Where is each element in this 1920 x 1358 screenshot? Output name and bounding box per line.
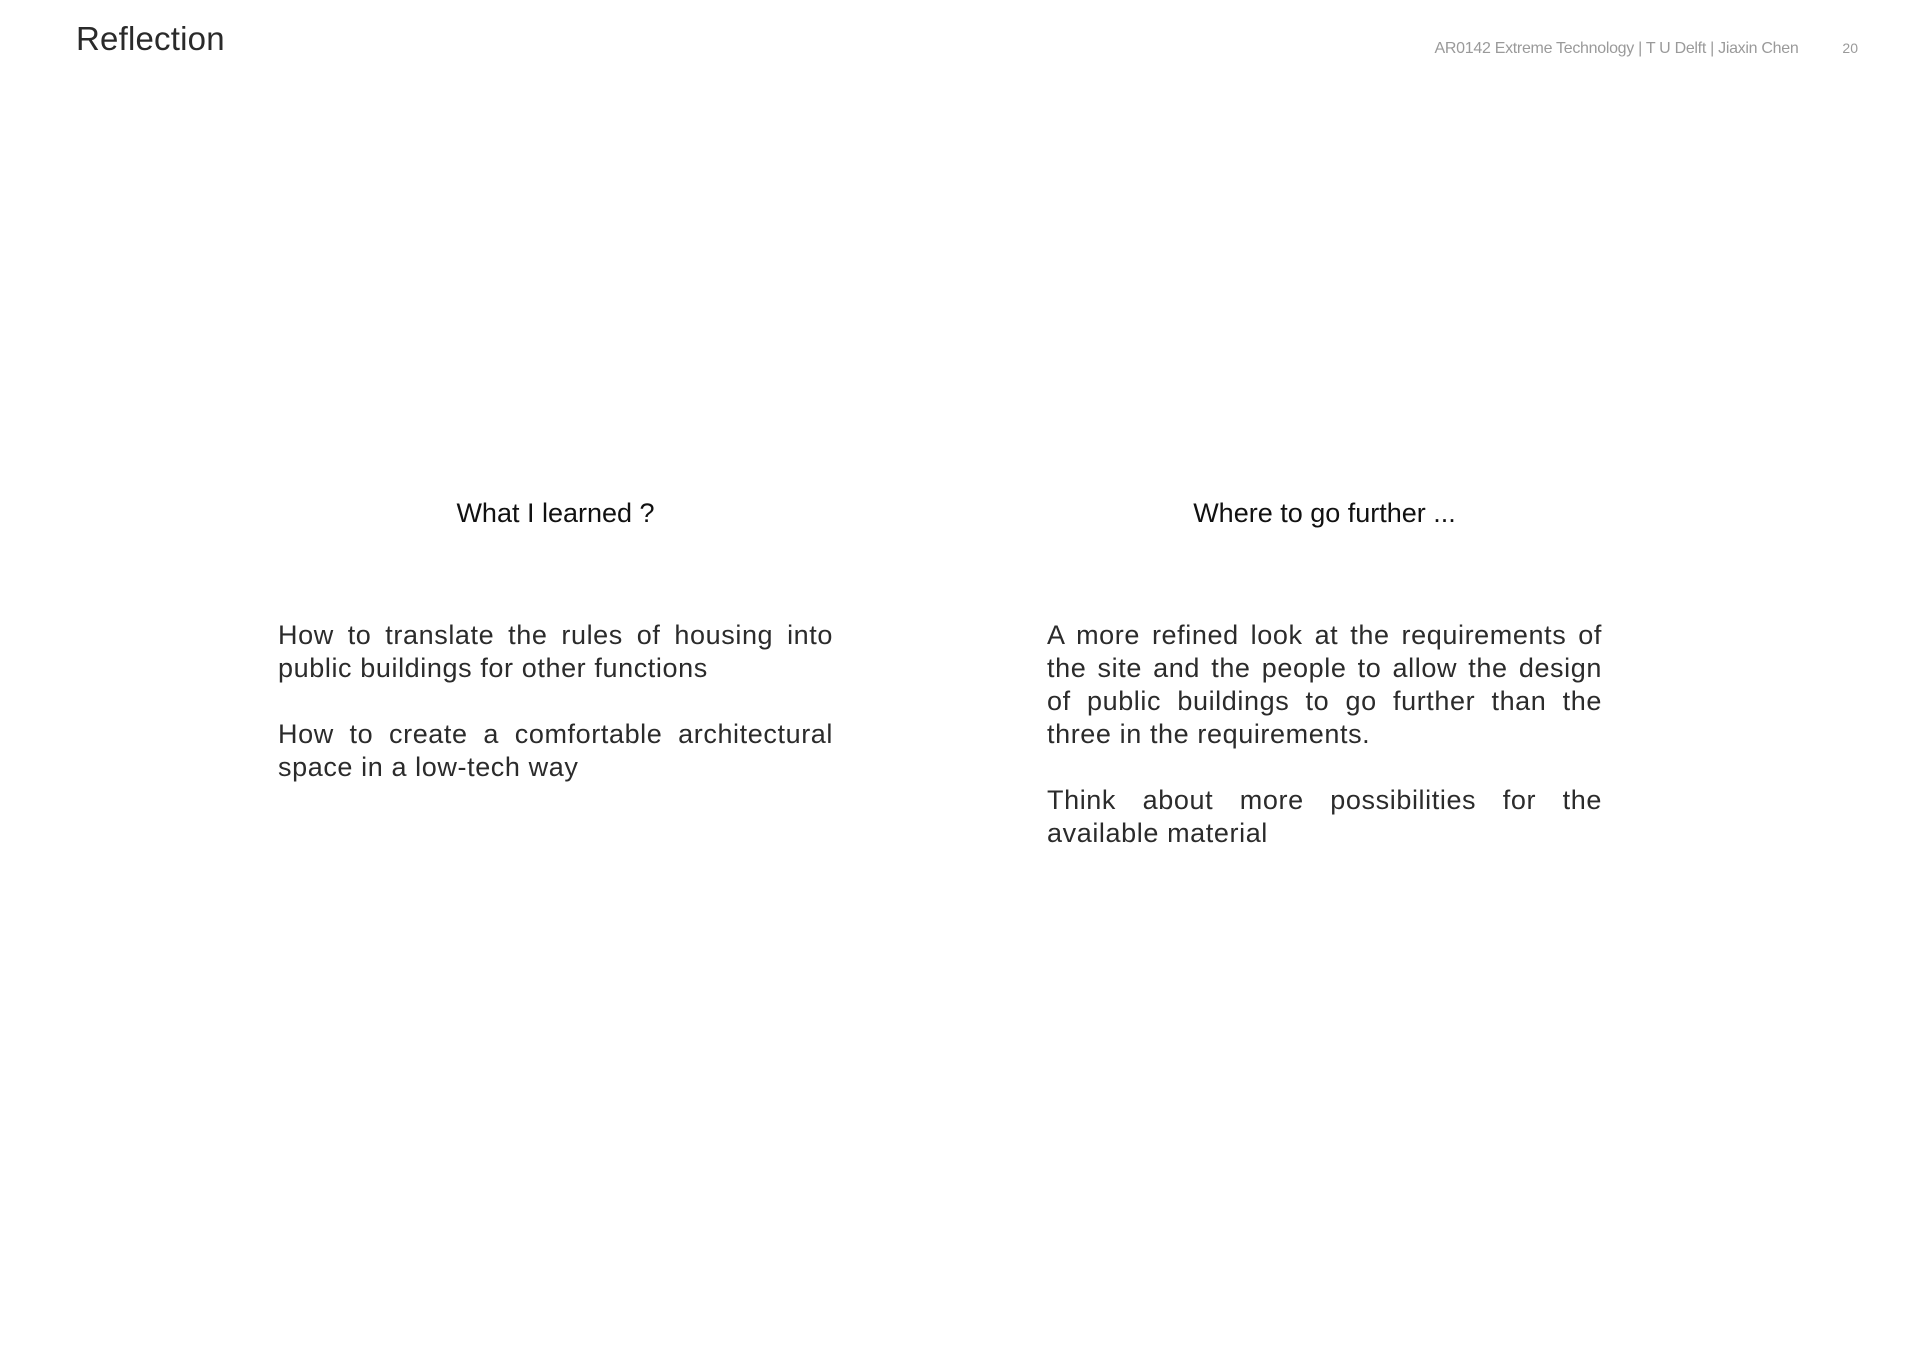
course-credit: AR0142 Extreme Technology | T U Delft | Jiaxin Chen: [1434, 40, 1799, 57]
header-meta: [1435, 40, 1858, 58]
page-title: Reflection: [76, 20, 225, 57]
further-heading: Where to go further ...: [1193, 498, 1456, 528]
learned-heading: What I learned ?: [456, 498, 655, 528]
further-list: [1047, 619, 1602, 850]
further-item: Think about more possibilities for the available material: [1047, 785, 1602, 848]
further-column: [1047, 498, 1602, 883]
learned-item: How to translate the rules of housing into public buildings for other functions: [278, 620, 833, 683]
further-item: A more refined look at the requirements of the site and the people to allow the design of public buildings to go further than the three in the requirements.: [1047, 620, 1602, 749]
learned-list: [278, 619, 833, 784]
learned-item: How to create a comfortable architectural space in a low-tech way: [278, 719, 833, 782]
page-number: 20: [1842, 40, 1858, 56]
learned-column: [278, 498, 833, 817]
